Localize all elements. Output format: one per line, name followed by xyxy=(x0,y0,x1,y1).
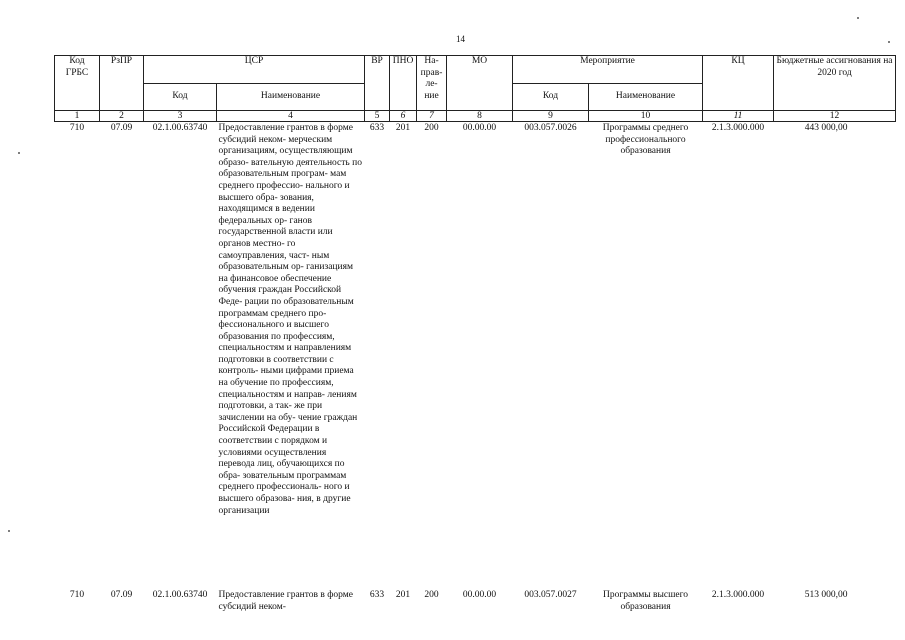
cell-event-name: Программы среднего профессионального образования xyxy=(602,123,689,157)
header-kod-grbs: Код ГРБС xyxy=(55,56,100,111)
cell-mo: 00.00.00 xyxy=(462,123,497,133)
column-number: 12 xyxy=(774,111,896,122)
scan-speck xyxy=(8,530,10,532)
column-number: 3 xyxy=(144,111,217,122)
column-number: 11 xyxy=(703,111,774,122)
column-number: 9 xyxy=(513,111,589,122)
header-meropriyatie: Мероприятие xyxy=(513,56,703,84)
table-row xyxy=(55,585,896,613)
cell-event-name: Программы высшего образования xyxy=(602,590,689,612)
cell-grbs: 710 xyxy=(69,123,85,133)
cell-rzpr: 07.09 xyxy=(110,590,133,600)
header-meropr-name: Наименование xyxy=(589,84,703,111)
column-number: 5 xyxy=(365,111,390,122)
cell-csr-name: Предоставление грантов в форме субсидий неком- мерческим организациям, осуществляющим образо- вательную деятельность по образовательным програм- мам среднего профессио- нального и высшего обра- зования, находящимся в ведении федеральных ор- ганов государственной власти или органов местно- го самоуправления, част- ным образовательным ор- ганизациям на финансовое обеспечение обучения граждан Российской Феде- рации по образовательным программам среднего про- фессионального и высшего образования по профессиям, специальностям и направлениям подготовки в соответствии с контроль- ными цифрами приема на обучение по профессиям, специальностям и направ- лениям подготовки, а так- же при зачислении на обу- чение граждан Российской Федерации в соответствии с порядком и условиями осуществления перевода лиц, обучающихся по обра- зовательным программам среднего профессиональ- ного и высшего образова- ния, в другие организации xyxy=(218,123,362,516)
cell-csr-code: 02.1.00.63740 xyxy=(152,123,208,133)
header-csr: ЦСР xyxy=(144,56,365,84)
header-meropr-kod: Код xyxy=(513,84,589,111)
cell-amount: 443 000,00 xyxy=(804,123,848,133)
header-napravlenie: На- прав- ле- ние xyxy=(417,56,447,111)
cell-napravlenie: 200 xyxy=(424,590,439,600)
column-number: 1 xyxy=(55,111,100,122)
table-row xyxy=(55,122,896,586)
cell-csr-name: Предоставление грантов в форме субсидий неком- xyxy=(218,590,353,612)
header-csr-name: Наименование xyxy=(217,84,365,111)
cell-vr: 633 xyxy=(369,590,385,600)
cell-vr: 633 xyxy=(369,123,385,133)
scan-speck xyxy=(18,152,20,154)
column-number: 4 xyxy=(217,111,365,122)
scan-speck xyxy=(857,17,859,19)
header-budget: Бюджетные ассигнования на 2020 год xyxy=(774,56,896,111)
header-kc: КЦ xyxy=(703,56,774,111)
header-csr-kod: Код xyxy=(144,84,217,111)
budget-allocation-table xyxy=(54,55,896,613)
header-vr: ВР xyxy=(365,56,390,111)
header-mo: МО xyxy=(447,56,513,111)
cell-event-code: 003.057.0026 xyxy=(524,123,577,133)
column-number: 2 xyxy=(100,111,144,122)
column-number: 6 xyxy=(390,111,417,122)
header-rzpr: РзПР xyxy=(100,56,144,111)
cell-kc: 2.1.3.000.000 xyxy=(711,123,765,133)
cell-amount: 513 000,00 xyxy=(804,590,848,600)
cell-pno: 201 xyxy=(395,590,411,600)
cell-napravlenie: 200 xyxy=(424,123,439,133)
column-number: 7 xyxy=(417,111,447,122)
cell-pno: 201 xyxy=(395,123,411,133)
cell-event-code: 003.057.0027 xyxy=(524,590,577,600)
page-number: 14 xyxy=(456,34,465,44)
cell-kc: 2.1.3.000.000 xyxy=(711,590,765,600)
cell-rzpr: 07.09 xyxy=(110,123,133,133)
column-number: 10 xyxy=(589,111,703,122)
cell-csr-code: 02.1.00.63740 xyxy=(152,590,208,600)
column-number: 8 xyxy=(447,111,513,122)
cell-grbs: 710 xyxy=(69,590,85,600)
scan-speck xyxy=(888,41,890,43)
header-pno: ПНО xyxy=(390,56,417,111)
cell-mo: 00.00.00 xyxy=(462,590,497,600)
